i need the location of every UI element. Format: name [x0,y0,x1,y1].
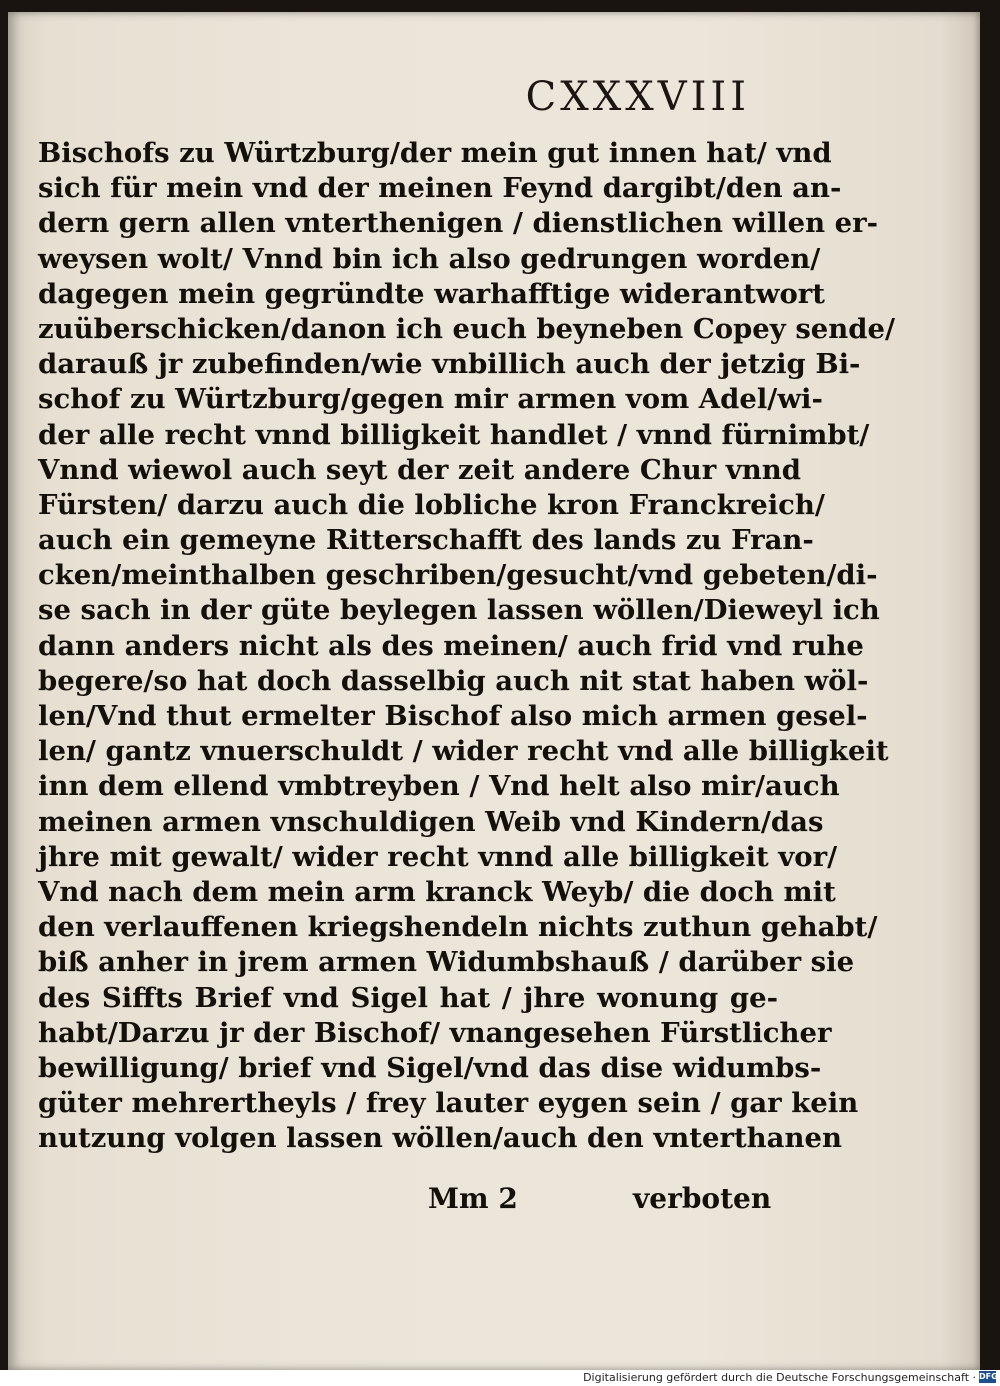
text-line: Vnnd wiewol auch seyt der zeit andere Chur vnnd [38,453,801,486]
book-page [8,12,980,1370]
text-line: jhre mit gewalt/ wider recht vnnd alle billigkeit vor/ [38,840,838,873]
text-line: güter mehrertheyls / frey lauter eygen sein / gar kein [38,1087,859,1120]
text-line: bewilligung/ brief vnd Sigel/vnd das dise widumbs- [38,1051,822,1084]
text-line: habt/Darzu jr der Bischof/ vnangesehen Fürstlicher [38,1016,832,1049]
text-line: Bischofs zu Würtzburg/der mein gut innen hat/ vnd [38,137,832,169]
text-line: begere/so hat doch dasselbig auch nit stat haben wöl- [38,664,869,697]
text-line: inn dem ellend vmbtreyben / Vnd helt also mir/auch [38,770,840,803]
text-line: der alle recht vnnd billigkeit handlet / vnnd fürnimbt/ [38,418,870,451]
text-block [38,136,896,1156]
text-line: sich für mein vnd der meinen Feynd dargibt/den an- [38,172,842,205]
text-line: biß anher in jrem armen Widumbshauß / darüber sie [38,946,855,979]
text-line: dann anders nicht als des meinen/ auch frid vnd ruhe [38,629,864,662]
text-line: zuüberschicken/danon ich euch beyneben Copey sende/ [38,312,896,345]
text-line: auch ein gemeyne Ritterschafft des lands zu Fran- [38,524,814,557]
text-line: weysen wolt/ Vnnd bin ich also gedrungen worden/ [38,242,821,275]
text-line: Fürsten/ darzu auch die lobliche kron Franckreich/ [38,488,825,521]
signature-mark: Mm 2 [428,1182,518,1215]
text-line: des Siffts Brief vnd Sigel hat / jhre wonung ge- [38,981,778,1014]
text-line: meinen armen vnschuldigen Weib vnd Kindern/das [38,805,824,838]
dfg-logo: DFG [979,1372,998,1381]
catchword: verboten [633,1182,772,1215]
text-line: dagegen mein gegründte warhafftige widerantwort [38,277,825,310]
text-line: Vnd nach dem mein arm kranck Weyb/ die doch mit [38,875,836,908]
text-line: cken/meinthalben geschriben/gesucht/vnd gebeten/di- [38,559,878,592]
digitization-credit: Digitalisierung gefördert durch die Deutsche Forschungsgemeinschaft · [583,1371,976,1384]
text-line: dern gern allen vnterthenigen / dienstlichen willen er- [38,207,879,240]
text-line: nutzung volgen lassen wöllen/auch den vnterthanen [38,1122,842,1155]
text-line: len/ gantz vnuerschuldt / wider recht vnd alle billigkeit [38,735,889,768]
text-line: den verlauffenen kriegshendeln nichts zuthun gehabt/ [38,911,878,944]
text-line: schof zu Würtzburg/gegen mir armen vom Adel/wi- [38,383,823,416]
text-line: darauß jr zubefinden/wie vnbillich auch der jetzig Bi- [38,348,861,381]
text-line: se sach in der güte beylegen lassen wöllen/Dieweyl ich [38,594,880,627]
folio-number: CXXXVIII [525,74,750,120]
text-line: len/Vnd thut ermelter Bischof also mich armen gesel- [38,700,868,732]
